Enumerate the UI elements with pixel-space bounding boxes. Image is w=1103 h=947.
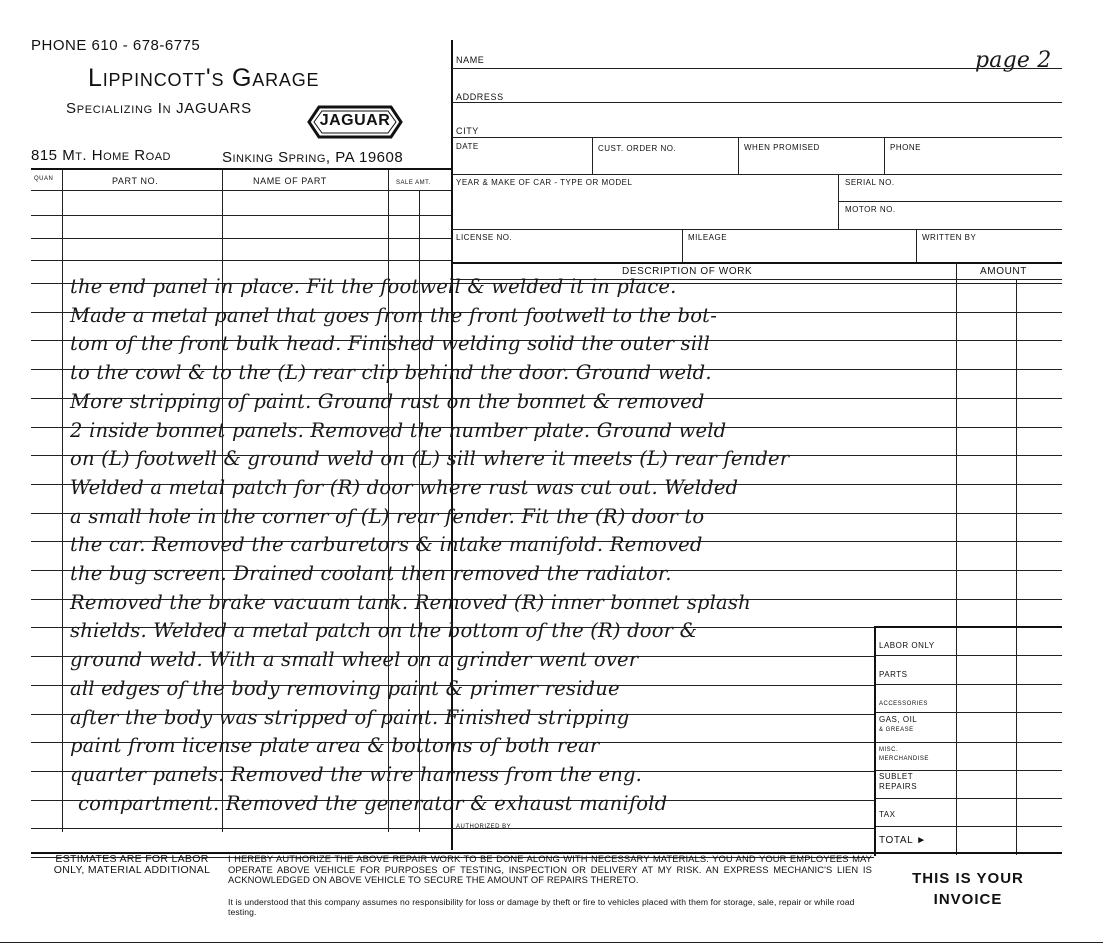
parts-header-part-no: PART NO. [112, 176, 159, 186]
mileage-label: MILEAGE [688, 233, 728, 242]
license-divider-1 [682, 229, 683, 262]
handwritten-line: compartment. Removed the generator & exhaust manifold [78, 792, 668, 815]
total-label: TOTAL ► [879, 835, 927, 846]
handwritten-line: Removed the brake vacuum tank. Removed (R) inner bonnet splash [70, 591, 751, 614]
date-divider-3 [884, 137, 885, 174]
serial-label: SERIAL NO. [845, 178, 895, 187]
totals-ruled-line [874, 712, 1062, 713]
address-line [452, 102, 1062, 103]
handwritten-line: after the body was stripped of paint. Finished stripping [70, 706, 630, 729]
date-divider-1 [592, 137, 593, 174]
parts-label: PARTS [879, 670, 908, 679]
handwritten-line: quarter panels. Removed the wire harness from the eng. [70, 763, 643, 786]
address-label: ADDRESS [456, 92, 504, 102]
name-line [452, 68, 1062, 69]
handwritten-line: Welded a metal patch for (R) door where rust was cut out. Welded [70, 476, 739, 499]
shop-city: Sinking Spring, PA 19608 [222, 149, 404, 166]
amount-col-mid [1016, 280, 1017, 855]
description-header: DESCRIPTION OF WORK [622, 266, 753, 277]
page-note: page 2 [975, 48, 1052, 73]
totals-top-line [874, 626, 1062, 628]
totals-ruled-line [874, 770, 1062, 771]
totals-left-line [874, 626, 876, 856]
handwritten-line: paint from license plate area & bottoms of both rear [70, 734, 600, 757]
authorize-text: I HEREBY AUTHORIZE THE ABOVE REPAIR WORK TO BE DONE ALONG WITH NECESSARY MATERIALS. YOU AND YOUR EMPLOYEES MAY OPERATE ABOVE VEHICLE FOR PURPOSES OF TESTING, INSPECTION OR DELIVERY AT MY RISK. AN EXPRESS MECHANIC'S LIEN IS ACKNOWLEDGED ON ABOVE VEHICLE TO SECURE THE AMOUNT OF REPAIRS THERETO. [228, 853, 872, 885]
amount-col-left [956, 263, 957, 855]
gas-oil-label: GAS, OIL [879, 715, 918, 724]
handwritten-line: ground weld. With a small wheel on a grinder went over [70, 648, 639, 671]
handwritten-line: the end panel in place. Fit the footwell & welded it in place. [70, 275, 677, 298]
shop-phone: PHONE 610 - 678-6775 [31, 37, 201, 54]
jaguar-logo [305, 103, 405, 141]
serial-line [838, 201, 1062, 202]
misc-label-2: MERCHANDISE [879, 756, 929, 762]
handwritten-line: on (L) footwell & ground weld on (L) sill where it meets (L) rear fender [70, 447, 790, 470]
sublet-label: SUBLET [879, 772, 914, 781]
parts-header-name: NAME OF PART [253, 176, 327, 186]
tax-label: TAX [879, 810, 896, 819]
invoice-notice: THIS IS YOUR INVOICE [912, 870, 1024, 908]
parts-ruled-line [31, 238, 451, 239]
shop-address: 815 Mt. Home Road [31, 147, 171, 164]
misc-label: MISC. [879, 747, 899, 753]
accessories-label: ACCESSORIES [879, 701, 928, 707]
license-row-bottom [452, 262, 1062, 264]
city-label: CITY [456, 126, 479, 136]
license-label: LICENSE NO. [456, 233, 513, 242]
handwritten-line: 2 inside bonnet panels. Removed the number plate. Ground weld [70, 419, 727, 442]
parts-ruled-line [31, 215, 451, 216]
handwritten-line: tom of the front bulk head. Finished welding solid the outer sill [70, 332, 711, 355]
parts-col-3 [388, 170, 389, 832]
totals-ruled-line [874, 826, 1062, 827]
date-row-bottom [452, 174, 1062, 175]
jaguar-badge-text: JAGUAR [319, 112, 391, 129]
date-label: DATE [456, 142, 479, 151]
handwritten-line: the bug screen. Drained coolant then removed the radiator. [70, 562, 672, 585]
handwritten-line: a small hole in the corner of (L) rear fender. Fit the (R) door to [70, 505, 705, 528]
phone-label: PHONE [890, 143, 921, 152]
sublet-label-2: REPAIRS [879, 782, 918, 791]
shop-name: Lippincott's Garage [88, 64, 320, 92]
parts-ruled-line [31, 260, 451, 261]
totals-ruled-line [874, 742, 1062, 743]
totals-ruled-line [874, 798, 1062, 799]
license-divider-2 [916, 229, 917, 262]
parts-col-1 [62, 170, 63, 832]
city-line [452, 137, 1062, 138]
disclaimer-text: It is understood that this company assumes no responsibility for loss or damage by theft or fire to vehicles placed with them for storage, sale, repair or while road testing. [228, 897, 855, 917]
page-bottom-line [0, 942, 1103, 943]
handwritten-line: all edges of the body removing paint & primer residue [70, 677, 620, 700]
labor-only-label: LABOR ONLY [879, 641, 935, 650]
totals-ruled-line [874, 684, 1062, 685]
when-promised-label: WHEN PROMISED [744, 143, 820, 152]
name-label: NAME [456, 55, 485, 65]
amount-header: AMOUNT [980, 266, 1027, 277]
handwritten-line: to the cowl & to the (L) rear clip behind the door. Ground weld. [70, 361, 712, 384]
shop-tagline: Specializing In JAGUARS [66, 100, 252, 117]
handwritten-line: Made a metal panel that goes from the front footwell to the bot- [70, 304, 717, 327]
handwritten-line: shields. Welded a metal patch on the bottom of the (R) door & [70, 619, 698, 642]
cust-order-label: CUST. ORDER NO. [598, 144, 677, 153]
date-divider-2 [738, 137, 739, 174]
handwritten-line: the car. Removed the carburetors & intake manifold. Removed [70, 533, 703, 556]
ruled-line [31, 828, 874, 829]
written-by-label: WRITTEN BY [922, 233, 977, 242]
authorized-by-label: AUTHORIZED BY [456, 824, 512, 830]
motor-label: MOTOR NO. [845, 205, 896, 214]
estimates-note: ESTIMATES ARE FOR LABOR ONLY, MATERIAL ADDITIONAL [53, 853, 211, 876]
year-row-bottom [452, 229, 1062, 230]
parts-col-2 [222, 170, 223, 832]
parts-header-sale-amt: SALE AMT. [396, 180, 431, 186]
year-make-label: YEAR & MAKE OF CAR - TYPE OR MODEL [456, 178, 633, 187]
gas-oil-label-2: & GREASE [879, 727, 914, 733]
parts-header-quan: QUAN [34, 176, 54, 182]
handwritten-line: More stripping of paint. Ground rust on the bonnet & removed [70, 390, 705, 413]
totals-ruled-line [874, 655, 1062, 656]
